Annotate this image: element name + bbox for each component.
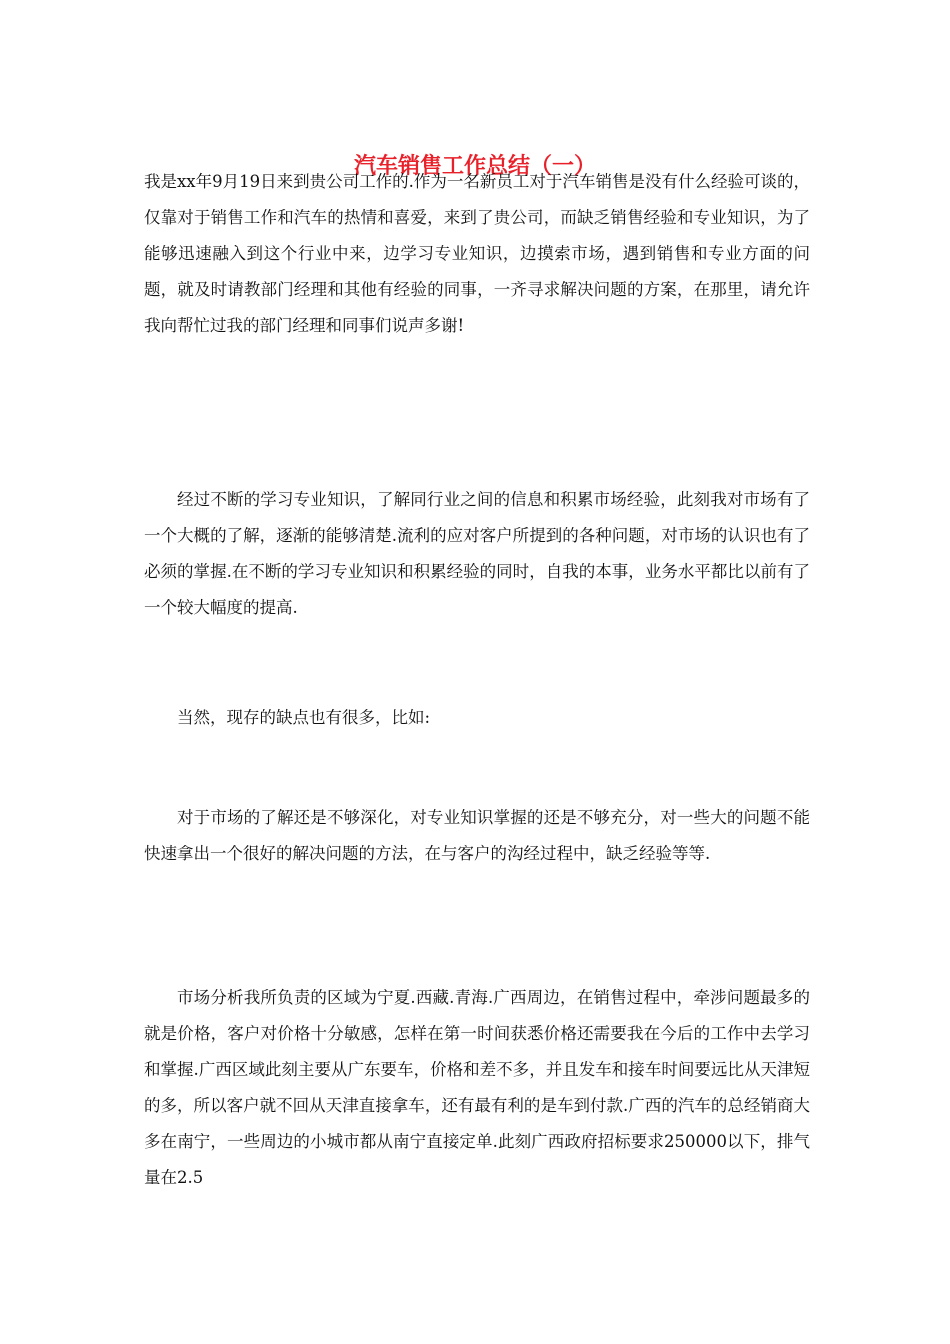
paragraph-shortcomings-lead: 当然，现存的缺点也有很多，比如: <box>177 708 431 727</box>
paragraph-intro: 我是xx年9月19日来到贵公司工作的.作为一名新员工对于汽车销售是没有什么经验可谈的，仅靠对于销售工作和汽车的热情和喜爱，来到了贵公司，而缺乏销售经验和专业知识，为了能够迅速融入到这个行业中来，边学习专业知识，边摸索市场，遇到销售和专业方面的问题，就及时请教部门经理和其他有经验的同事，一齐寻求解决问题的方案，在那里，请允许我向帮忙过我的部门经理和同事们说声多谢! <box>144 172 810 335</box>
paragraph-shortcomings: 对于市场的了解还是不够深化，对专业知识掌握的还是不够充分，对一些大的问题不能快速拿出一个很好的解决问题的方法，在与客户的沟经过程中，缺乏经验等等. <box>144 808 810 863</box>
paragraph-learning: 经过不断的学习专业知识，了解同行业之间的信息和积累市场经验，此刻我对市场有了一个大概的了解，逐渐的能够清楚.流利的应对客户所提到的各种问题，对市场的认识也有了必须的掌握.在不断的学习专业知识和积累经验的同时，自我的本事，业务水平都比以前有了一个较大幅度的提高. <box>144 490 810 617</box>
document-title: 汽车销售工作总结（一） <box>353 154 596 179</box>
paragraph-market-analysis: 市场分析我所负责的区域为宁夏.西藏.青海.广西周边，在销售过程中，牵涉问题最多的就是价格，客户对价格十分敏感，怎样在第一时间获悉价格还需要我在今后的工作中去学习和掌握.广西区域此刻主要从广东要车，价格和差不多，并且发车和接车时间要远比从天津短的多，所以客户就不回从天津直接拿车，还有最有利的是车到付款.广西的汽车的总经销商大多在南宁，一些周边的小城市都从南宁直接定单.此刻广西政府招标要求250000以下，排气量在2.5 <box>144 988 810 1187</box>
